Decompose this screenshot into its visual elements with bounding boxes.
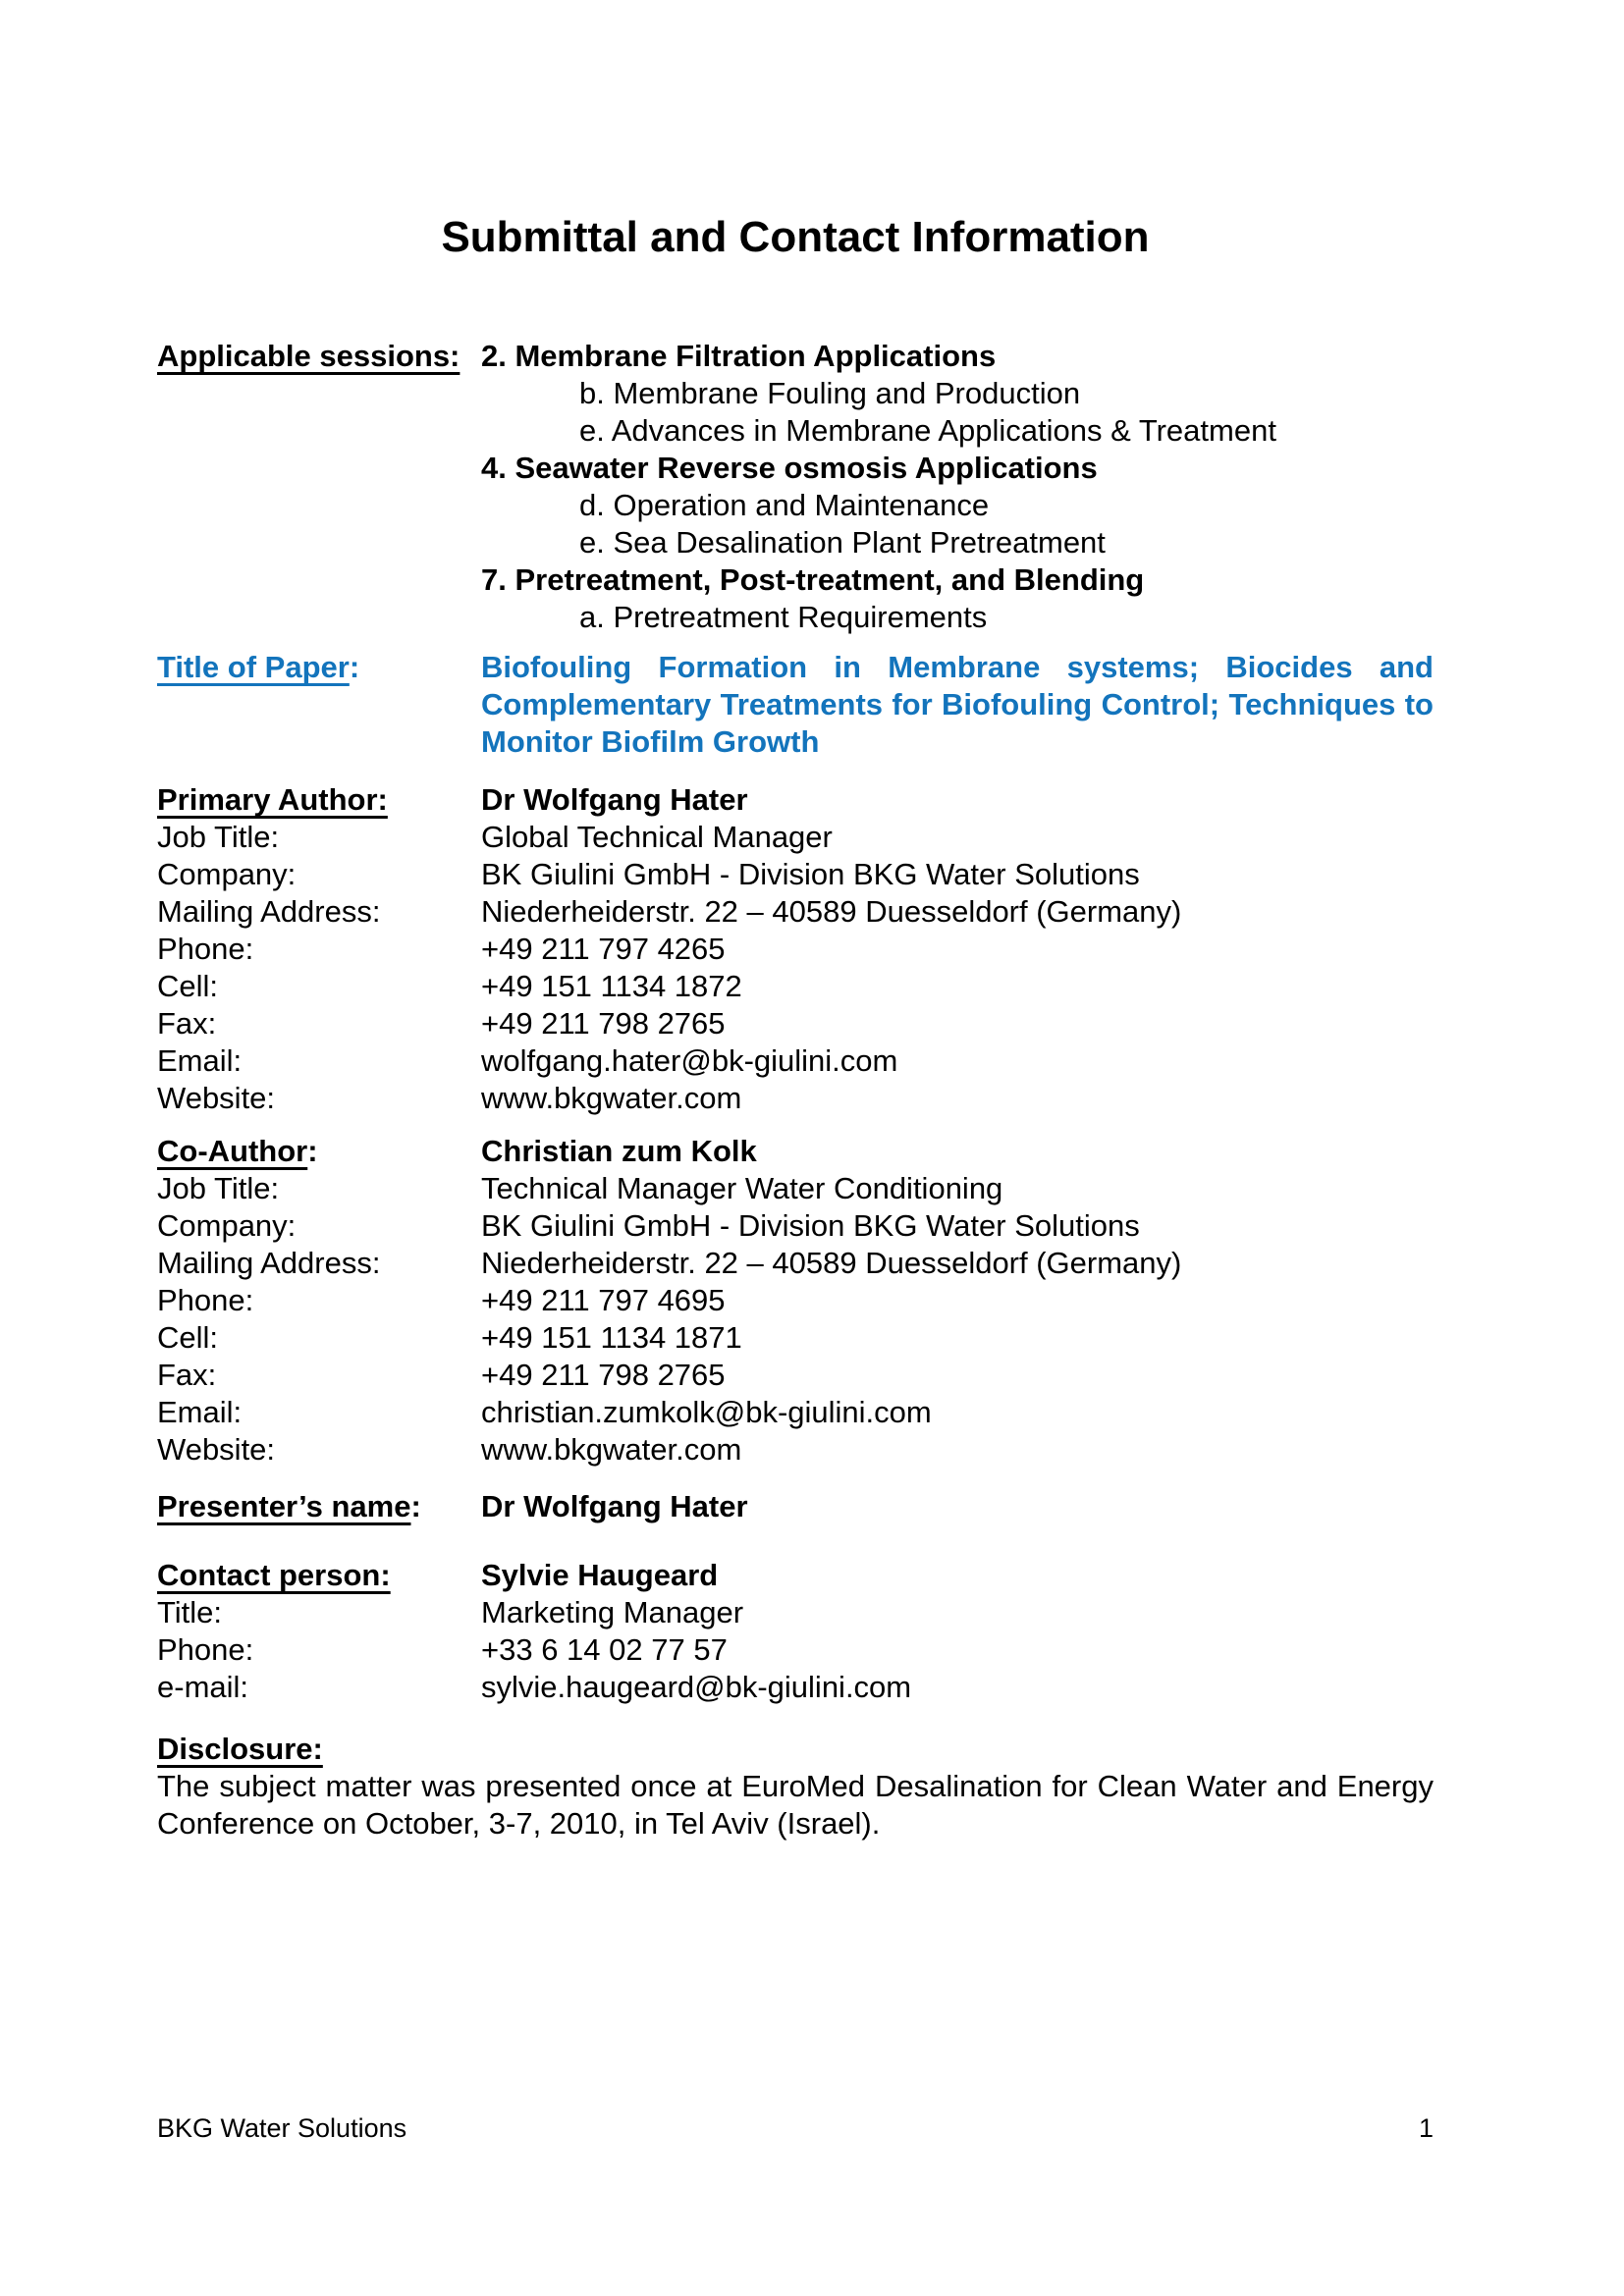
paper-section [157,649,1434,761]
sessions-label-cell [157,338,481,375]
disclosure-text: The subject matter was presented once at EuroMed Desalination for Clean Water and Energy Conference on October, 3-7, 2010, in Tel Aviv (Israel). [157,1769,1434,1841]
field-row [157,968,1434,1005]
co-author-label-colon: : [307,1134,318,1168]
session-subitem: b. Membrane Fouling and Production [579,376,1081,410]
field-value: +33 6 14 02 77 57 [481,1632,728,1667]
field-row [157,1042,1434,1080]
page-footer [157,2112,1434,2144]
primary-author-name: Dr Wolfgang Hater [481,782,748,817]
field-value: Marketing Manager [481,1595,744,1629]
field-value: +49 211 797 4265 [481,932,726,966]
field-row [157,1170,1434,1207]
field-label: Website: [157,1081,276,1115]
co-author-name: Christian zum Kolk [481,1134,757,1168]
primary-author-section [157,781,1434,1117]
field-label: e-mail: [157,1670,249,1704]
field-value: www.bkgwater.com [481,1081,742,1115]
field-label: Fax: [157,1006,217,1041]
field-label: Company: [157,857,297,891]
field-value: christian.zumkolk@bk-giulini.com [481,1395,932,1429]
disclosure-section [157,1731,1434,1842]
field-label: Phone: [157,932,254,966]
field-label: Cell: [157,969,219,1003]
field-value: +49 211 797 4695 [481,1283,726,1317]
field-label: Fax: [157,1358,217,1392]
field-label: Title: [157,1595,223,1629]
session-item: 4. Seawater Reverse osmosis Applications [481,451,1098,485]
session-item: 2. Membrane Filtration Applications [481,339,997,373]
sessions-list [481,338,1434,636]
field-value: +49 151 1134 1872 [481,969,742,1003]
field-value: +49 151 1134 1871 [481,1320,742,1355]
presenter-label-colon: : [410,1489,421,1523]
session-item: 7. Pretreatment, Post-treatment, and Blending [481,562,1145,597]
field-row [157,1594,1434,1631]
paper-label: Title of Paper: [157,650,360,684]
footer-company: BKG Water Solutions [157,2113,407,2143]
field-label: Phone: [157,1283,254,1317]
session-subitem: a. Pretreatment Requirements [579,600,988,634]
presenter-label: Presenter’s name: [157,1489,421,1523]
field-row [157,1431,1434,1468]
contact-section [157,1557,1434,1706]
sessions-label: Applicable sessions: [157,339,460,373]
field-value: Global Technical Manager [481,820,833,854]
field-value: BK Giulini GmbH - Division BKG Water Solutions [481,857,1140,891]
field-label: Email: [157,1395,243,1429]
field-row [157,1557,1434,1594]
presenter-name: Dr Wolfgang Hater [481,1489,748,1523]
field-row [157,1394,1434,1431]
field-label: Job Title: [157,820,280,854]
session-subitem: d. Operation and Maintenance [579,488,990,522]
paper-label-colon: : [349,650,360,684]
field-row [157,893,1434,931]
field-row [157,931,1434,968]
field-value: wolfgang.hater@bk-giulini.com [481,1043,898,1078]
field-label: Company: [157,1208,297,1243]
field-label: Mailing Address: [157,894,381,929]
field-value: Niederheiderstr. 22 – 40589 Duesseldorf (Germany) [481,1246,1182,1280]
contact-label: Contact person: [157,1558,391,1592]
co-author-label: Co-Author: [157,1134,318,1168]
field-label: Mailing Address: [157,1246,381,1280]
field-label: Job Title: [157,1171,280,1205]
field-row [157,1207,1434,1245]
presenter-section [157,1488,1434,1525]
field-row [157,1245,1434,1282]
contact-name: Sylvie Haugeard [481,1558,719,1592]
field-row [157,1669,1434,1706]
field-row [157,1005,1434,1042]
session-subitem: e. Advances in Membrane Applications & Treatment [579,413,1276,448]
field-value: Niederheiderstr. 22 – 40589 Duesseldorf (Germany) [481,894,1182,929]
field-label: Phone: [157,1632,254,1667]
field-row [157,1631,1434,1669]
field-label: Cell: [157,1320,219,1355]
paper-label-cell [157,649,481,686]
field-value: BK Giulini GmbH - Division BKG Water Solutions [481,1208,1140,1243]
field-row [157,1319,1434,1357]
page-title: Submittal and Contact Information [441,213,1150,261]
primary-author-label: Primary Author: [157,782,388,817]
field-value: sylvie.haugeard@bk-giulini.com [481,1670,912,1704]
paper-title: Biofouling Formation in Membrane systems; Biocides and Complementary Treatments for Biofouling Control; Techniques to Monitor Biofilm Growth [481,650,1434,759]
field-label: Website: [157,1432,276,1467]
field-row [157,1357,1434,1394]
disclosure-label: Disclosure: [157,1732,323,1766]
field-value: +49 211 798 2765 [481,1358,726,1392]
field-row [157,781,1434,819]
field-row [157,1080,1434,1117]
field-value: www.bkgwater.com [481,1432,742,1467]
field-row [157,856,1434,893]
field-row [157,1282,1434,1319]
field-value: Technical Manager Water Conditioning [481,1171,1003,1205]
document-content [157,0,1434,1842]
field-value: +49 211 798 2765 [481,1006,726,1041]
field-label: Email: [157,1043,243,1078]
session-subitem: e. Sea Desalination Plant Pretreatment [579,525,1106,560]
field-row [157,819,1434,856]
footer-page-number: 1 [1418,2113,1434,2143]
field-row [157,1133,1434,1170]
co-author-section [157,1133,1434,1468]
sessions-section [157,338,1434,636]
